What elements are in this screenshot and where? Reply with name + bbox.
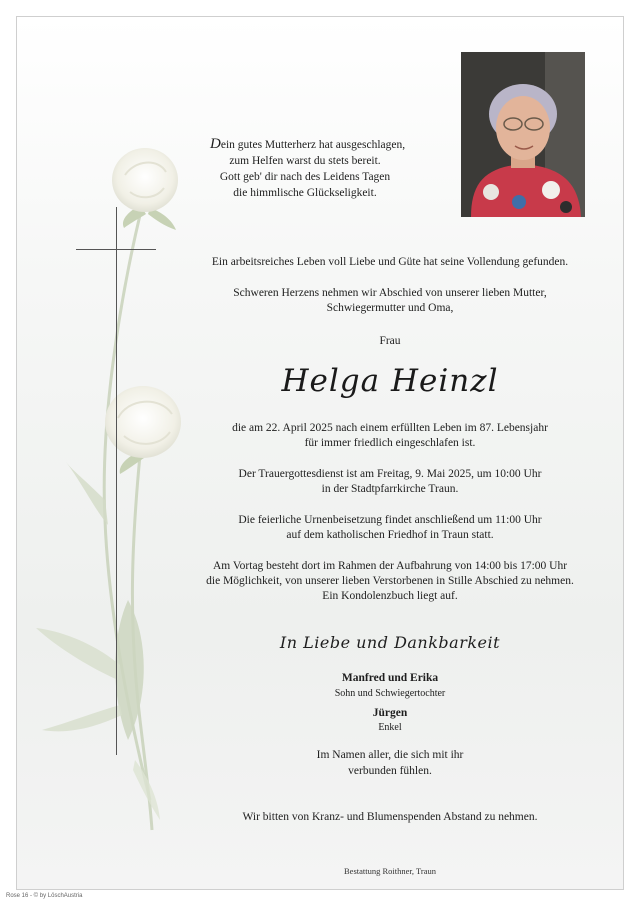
- poem-initial: D: [210, 136, 221, 152]
- viewing-line-1: Am Vortag besteht dort im Rahmen der Aufbahrung von 14:00 bis 17:00 Uhr: [212, 560, 568, 572]
- closing-phrase: In Liebe und Dankbarkeit: [279, 633, 501, 652]
- cross-horizontal-bar: [76, 249, 156, 250]
- viewing-line-2: die Möglichkeit, von unserer lieben Verstorbenen in Stille Abschied zu nehmen.: [206, 575, 574, 587]
- mourner-name: Manfred und Erika: [341, 672, 439, 684]
- cross-vertical-bar: [116, 207, 117, 755]
- viewing-line-3: Ein Kondolenzbuch liegt auf.: [322, 590, 458, 602]
- intro-line-2: Schweren Herzens nehmen wir Abschied von unserer lieben Mutter,: [233, 287, 547, 299]
- death-line-1: die am 22. April 2025 nach einem erfüllten Leben im 87. Lebensjahr: [232, 422, 548, 434]
- mourner-relation: Enkel: [378, 722, 402, 733]
- poem: [210, 136, 406, 201]
- deceased-name: Helga Heinzl: [281, 363, 499, 399]
- burial-line-2: auf dem katholischen Friedhof in Traun statt.: [286, 529, 494, 541]
- flower-request: Wir bitten von Kranz- und Blumenspenden Abstand zu nehmen.: [242, 811, 538, 823]
- image-credit: Rose 16 - © by LöschAustria: [6, 893, 83, 899]
- poem-line-4: die himmlische Glückseligkeit.: [233, 187, 377, 199]
- service-line-1: Der Trauergottesdienst ist am Freitag, 9. Mai 2025, um 10:00 Uhr: [238, 468, 542, 480]
- poem-line-3: Gott geb' dir nach des Leidens Tagen: [219, 171, 391, 183]
- portrait-photo: [461, 52, 585, 217]
- intro-line-1: Ein arbeitsreiches Leben voll Liebe und Güte hat seine Vollendung gefunden.: [211, 256, 569, 268]
- salutation: Frau: [379, 335, 401, 347]
- poem-line-1: ein gutes Mutterherz hat ausgeschlagen,: [220, 139, 406, 151]
- death-line-2: für immer friedlich eingeschlafen ist.: [304, 437, 476, 449]
- funeral-home: Bestattung Roithner, Traun: [344, 866, 436, 876]
- all-line-2: verbunden fühlen.: [348, 765, 432, 777]
- all-line-1: Im Namen aller, die sich mit ihr: [316, 749, 464, 761]
- mourner-relation: Sohn und Schwiegertochter: [334, 688, 446, 699]
- mourner-name: Jürgen: [372, 707, 408, 719]
- burial-line-1: Die feierliche Urnenbeisetzung findet anschließend um 11:00 Uhr: [238, 514, 542, 526]
- intro-line-3: Schwiegermutter und Oma,: [326, 302, 454, 314]
- poem-line-2: zum Helfen warst du stets bereit.: [229, 155, 381, 167]
- service-line-2: in der Stadtpfarrkirche Traun.: [321, 483, 459, 495]
